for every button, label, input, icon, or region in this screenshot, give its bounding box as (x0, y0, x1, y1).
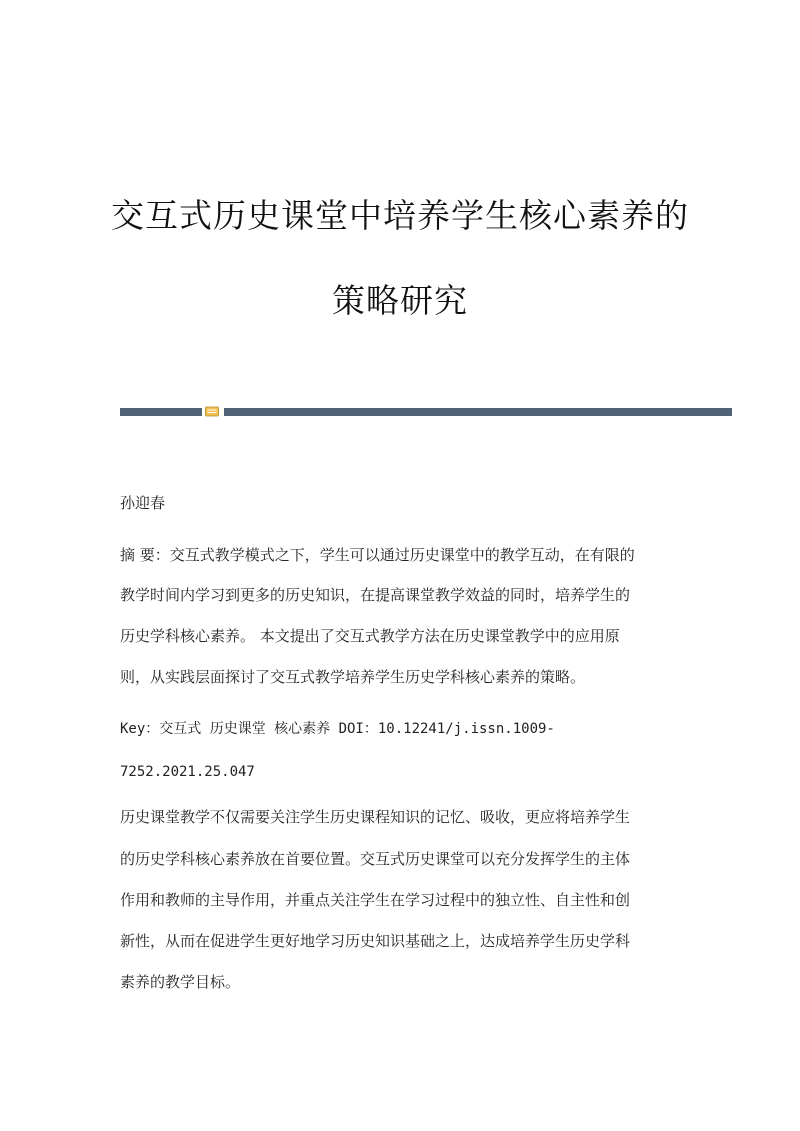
body-paragraph-line: 新性，从而在促进学生更好地学习历史知识基础之上，达成培养学生历史学科 (120, 932, 631, 950)
body-paragraph-line: 素养的教学目标。 (120, 973, 241, 991)
body-paragraph-line: 的历史学科核心素养放在首要位置。交互式历史课堂可以充分发挥学生的主体 (120, 850, 631, 868)
body-paragraph-line: 作用和教师的主导作用，并重点关注学生在学习过程中的独立性、自主性和创 (120, 891, 631, 909)
author-name: 孙迎春 (120, 494, 166, 512)
title-divider-left (120, 408, 202, 416)
abstract-line: 则，从实践层面探讨了交互式教学培养学生历史学科核心素养的策略。 (120, 668, 586, 686)
abstract-line: 历史学科核心素养。 本文提出了交互式教学方法在历史课堂教学中的应用原 (120, 627, 620, 645)
abstract-line: 教学时间内学习到更多的历史知识，在提高课堂教学效益的同时，培养学生的 (120, 586, 631, 604)
title-divider-right (224, 408, 732, 416)
document-title-line-1: 交互式历史课堂中培养学生核心素养的 (111, 196, 689, 235)
keywords-doi-line: Key：交互式 历史课堂 核心素养 DOI：10.12241/j.issn.1009- (120, 721, 555, 737)
doi-continuation: 7252.2021.25.047 (120, 764, 255, 780)
body-paragraph-line: 历史课堂教学不仅需要关注学生历史课程知识的记忆、吸收，更应将培养学生 (120, 808, 631, 826)
book-icon (205, 406, 219, 417)
document-title-line-2: 策略研究 (332, 281, 468, 320)
abstract-line: 摘 要：交互式教学模式之下，学生可以通过历史课堂中的教学互动，在有限的 (120, 546, 635, 564)
